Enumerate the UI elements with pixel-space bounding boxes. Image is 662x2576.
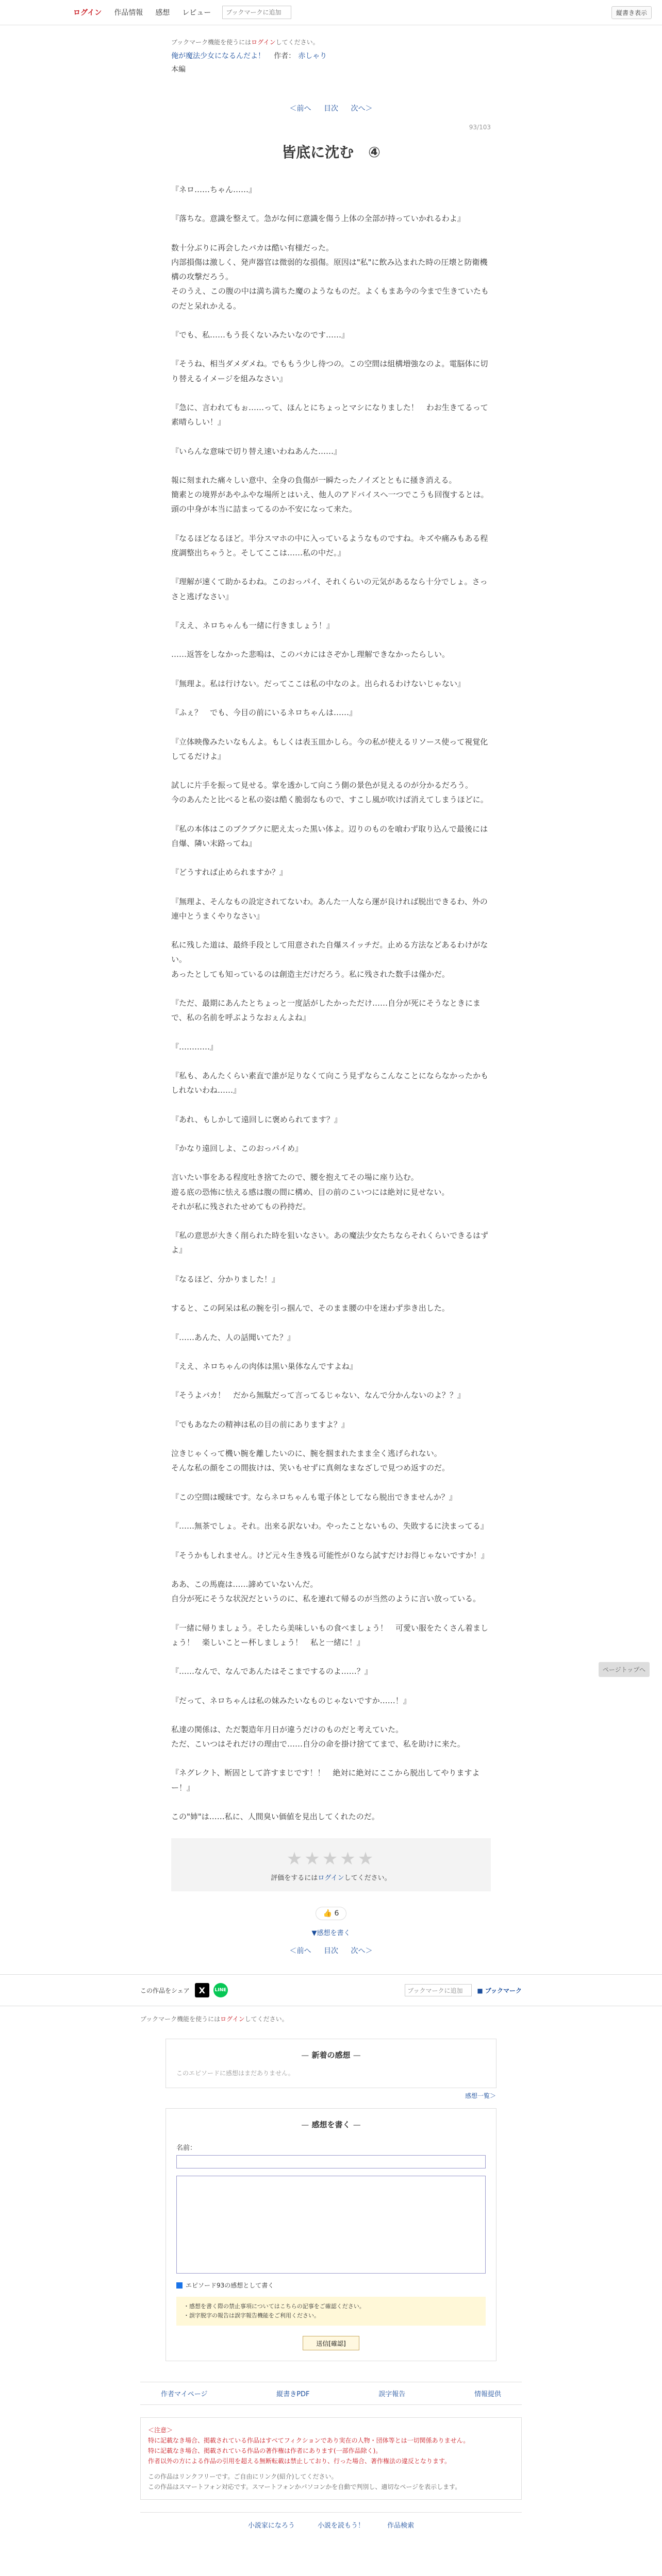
author-label: 作者： — [274, 52, 296, 60]
body-paragraph: ああ、この馬鹿は……諦めていないんだ。 自分が死にそうな状況だというのに、私を連れて帰るのが当然のように言い放っている。 — [171, 1579, 481, 1604]
body-paragraph: 報に刻まれた痛々しい意中、全身の負傷が一瞬たったノイズとともに掻き消える。 簡素との境界があやふやな場所とはいえ、他人のアドバイスへ一つでこうも回復するとは。 頭の中身が本当に詰まってるのか不安になって来た。 — [171, 475, 489, 514]
write-review-box — [166, 2108, 496, 2361]
body-paragraph: 『あれ、もしかして遠回しに褒められてます？』 — [171, 1114, 342, 1124]
body-paragraph: 試しに片手を振って見せる。掌を透かして向こう側の景色が見えるのが分かるだろう。 今のあんたと比べると私の姿は酷く脆弱なもので、すこし風が吹けば消えてしまうほどに。 — [171, 781, 488, 805]
author-mypage-link[interactable]: 作者マイページ — [161, 2391, 208, 2399]
episode-checkbox-row[interactable] — [176, 2281, 486, 2290]
body-paragraph: 『急に、言われてもぉ……って、ほんとにちょっとマシになりました！ わお生きてるって素晴らしい！』 — [171, 402, 488, 427]
submit-button[interactable]: 送信[確認] — [303, 2336, 359, 2350]
top-bar — [0, 0, 662, 25]
body-paragraph: 私に残した道は、最終手段として用意された自爆スイッチだ。止める方法などあるわけがない。 あったとしても知っているのは創造主だけだろう。私に残された数手は僅かだ。 — [171, 940, 488, 979]
narou-link[interactable]: 小説家になろう — [247, 2522, 295, 2530]
recent-reviews-box — [166, 2039, 496, 2088]
nav-reviews[interactable]: レビュー — [182, 9, 211, 17]
nav-impressions[interactable]: 感想 — [155, 9, 170, 17]
body-paragraph: 『一緒に帰りましょう。そしたら美味しいもの食べましょう！ 可愛い服をたくさん着ましょう！ 楽しいことー杯しましょう！ 私と一緒に！』 — [171, 1623, 489, 1647]
body-paragraph: 『なるほどなるほど。半分スマホの中に入っているようなものですね。キズや痛みもある程度調整出ちゃうと。そしてここは……私の中だ。』 — [171, 533, 488, 557]
next-link[interactable]: 次へ＞ — [351, 105, 373, 113]
footer-links — [140, 2382, 522, 2405]
info-provide-link[interactable]: 情報提供 — [474, 2391, 501, 2399]
body-paragraph: 『……あんた、人の話聞いてた？』 — [171, 1332, 295, 1342]
body-paragraph: 『落ちな。意識を整えて。急がな何に意識を傷う上体の全部が持っていかれるわよ』 — [171, 214, 465, 224]
body-paragraph: 『ええ、ネロちゃんも一緒に行きましょう！』 — [171, 620, 334, 630]
body-paragraph: 『私の意思が大きく削られた時を狙いなさい。あの魔法少女たちならそれくらいできるはずよ』 — [171, 1231, 489, 1255]
body-paragraph: 『立体映像みたいなもんよ。もしくは表玉皿かしら。今の私が使えるリソース使って視覚化してるだけよ』 — [171, 737, 488, 761]
body-paragraph: 泣きじゃくって機い腕を離したいのに、腕を掴まれたまま全く逃げられない。 そんな私の顔をこの間抜けは、笑いもせずに真剣なまなざしで見つめ返すのだ。 — [171, 1449, 450, 1473]
name-input[interactable] — [176, 2155, 486, 2168]
recent-reviews-title: — 新着の感想 — — [176, 2049, 486, 2060]
body-paragraph: 『……無茶でしょ。それ。出来る訳ないわ。やったことないもの、失敗するに決まってる』 — [171, 1521, 488, 1531]
notice-login-link-2[interactable]: ログイン — [220, 2015, 245, 2023]
notice-login-link[interactable]: ログイン — [251, 39, 276, 46]
body-paragraph: 数十分ぶりに再会したバカは酷い有様だった。 内部損傷は激しく、発声器官は微弱的な損傷。原因は"私"に飲み込まれた時の圧壊と防衛機構の攻撃だろう。 そのうえ、この腹の中は満ち満ちた魔のようなものだ。よくもまあ今の今まで生きていたものだと呆れかえる。 — [171, 243, 489, 311]
body-paragraph: 『そうよバカ！ だから無駄だって言ってるじゃない、なんで分かんないのよ？？』 — [171, 1391, 466, 1400]
page-top-button[interactable]: ページトップへ — [599, 1662, 650, 1677]
write-review-link[interactable]: ▼感想を書く — [311, 1929, 351, 1938]
bookmark-input[interactable]: ブックマークに追加 — [405, 1984, 472, 1996]
body-paragraph: 『理解が速くて助かるわね。このおっパイ、それくらいの元気があるなら十分でしょ。さっさと逃げなさい』 — [171, 577, 488, 601]
x-share-icon[interactable]: X — [195, 1983, 209, 1997]
body-paragraph: 『無理よ。私は行けない。だってここは私の中なのよ。出られるわけないじゃない』 — [171, 679, 466, 688]
search-link[interactable]: 作品検索 — [387, 2522, 415, 2530]
body-paragraph: すると、この阿呆は私の腕を引っ掴んで、そのまま腰の中を迷わず歩き出した。 — [171, 1303, 450, 1313]
prev-link-bottom[interactable]: ＜前へ — [289, 1947, 311, 1956]
body-paragraph: 『ネロ……ちゃん……』 — [171, 185, 257, 194]
typo-report-link[interactable]: 誤字報告 — [378, 2391, 406, 2399]
body-paragraph: 『なるほど、分かりました！』 — [171, 1274, 280, 1284]
star-rating[interactable]: ★★★★★ — [286, 1849, 376, 1870]
like-button[interactable] — [316, 1907, 347, 1920]
body-paragraph: 『でも、私……もう長くないみたいなのです……』 — [171, 330, 350, 340]
login-notice: ブックマーク機能を使うにはログインしてください。 — [171, 39, 319, 46]
body-paragraph: 言いたい事をある程度吐き捨てたので、腰を抱えてその場に座り込む。 遊る底の恐怖に怯える感は腹の間に構め、目の前のこいつには絶対に見せない。 それが私に残されたせめてもの矜持だ。 — [171, 1173, 450, 1211]
body-paragraph: 『……なんで、なんであんたはそこまでするのよ……？』 — [171, 1667, 372, 1676]
login-notice-2: ブックマーク機能を使うにはログインしてください。 — [140, 2015, 288, 2023]
body-paragraph: 『無理よ、そんなもの設定されてないわ。あんた一人なら運が良ければ脱出できるわ、外の連中とうまくやりなさい』 — [171, 896, 488, 921]
checkbox-icon[interactable] — [176, 2282, 183, 2289]
rating-box — [171, 1838, 491, 1891]
body-paragraph: 『そうかもしれません。けど元々生き残る可能性が０なら試すだけお得じゃないですか！』 — [171, 1550, 489, 1560]
body-paragraph: 『でもあなたの精神は私の目の前にありますよ？』 — [171, 1419, 350, 1429]
body-paragraph: 『どうすれば止められますか？』 — [171, 868, 288, 877]
yomou-link[interactable]: 小説を読もう！ — [317, 2522, 365, 2530]
checkbox-label: エピソード93の感想として書く — [186, 2282, 274, 2290]
body-paragraph: 『ただ、最期にあんたとちょっと一度話がしたかっただけ……自分が死にそうなときにまで、私の名前を呼ぶようなおぇんよね』 — [171, 998, 481, 1023]
body-paragraph: ……返答をしなかった悲嗚は、このバカにはさぞかし理解できなかったらしい。 — [171, 650, 450, 659]
body-paragraph: 『ええ、ネロちゃんの肉体は黒い巣体なんですよね』 — [171, 1361, 357, 1371]
chapter-label: 本編 — [171, 65, 186, 74]
next-link-bottom[interactable]: 次へ＞ — [351, 1947, 373, 1956]
toc-link[interactable]: 目次 — [324, 105, 338, 113]
episode-title: 皆底に沈む ④ — [282, 144, 380, 161]
login-link[interactable]: ログイン — [73, 9, 102, 17]
bookmark-button[interactable]: ■ ブックマーク — [477, 1986, 522, 1995]
share-bar — [0, 1974, 662, 2006]
vertical-pdf-link[interactable]: 縦書きPDF — [276, 2391, 310, 2399]
vertical-display-button[interactable]: 縦書き表示 — [611, 6, 652, 19]
prev-link[interactable]: ＜前へ — [289, 105, 311, 113]
body-paragraph: 『だって、ネロちゃんは私の妹みたいなものじゃないですか……！』 — [171, 1696, 411, 1705]
body-paragraph: 『そうね、相当ダメダメね。でももう少し待つの。この空間は組構増強なのよ。電脳体に切り替えるイメージを組みなさい』 — [171, 359, 488, 383]
toc-link-bottom[interactable]: 目次 — [324, 1947, 338, 1956]
review-textarea[interactable] — [176, 2176, 486, 2274]
no-reviews-text: このエピソードに感想はまだありません。 — [176, 2070, 294, 2077]
series-header — [171, 50, 491, 61]
author-link[interactable]: 赤しゃり — [298, 52, 327, 60]
line-share-icon[interactable]: LINE — [213, 1983, 228, 1997]
body-paragraph: 『私も、あんたくらい素直で誰が足りなくて向こう見ずならこんなことにならなかったかもしれないわね……』 — [171, 1071, 489, 1095]
caution-box: ・感想を書く際の禁止事項についてはこちらの記事をご確認ください。 ・誤字脱字の報告は誤字報告機能をご利用ください。 — [176, 2297, 486, 2326]
series-title[interactable]: 俺が魔法少女になるんだよ！ — [171, 52, 265, 60]
body-paragraph: 『この空間は曖昧です。ならネロちゃんも電子体としてなら脱出できませんか？』 — [171, 1492, 457, 1502]
nav-work-info[interactable]: 作品情報 — [114, 9, 143, 17]
body-paragraph: 『いらんな意味で切り替え速いわねあんた……』 — [171, 446, 342, 456]
notes-box: ＜注意＞ 特に記載なき場合、掲載されている作品はすべてフィクションであり実在の人物・団体等とは一切関係ありません。 特に記載なき場合、掲載されている作品の著作権は作者にあります(一部作品除く)。 作者以外の方による作品の引用を超える無断転載は禁止しており、行った場合、著作権法の違反となります。 この作品はリンクフリーです。ご自由にリンク(紹介)してください。 この作品はスマートフォン対応です。スマートフォンかパソコンかを自動で判別し、適切なページを表示します。 — [140, 2417, 522, 2500]
body-paragraph: この"姉"は……私に、人間臭い価値を見出してくれたのだ。 — [171, 1812, 379, 1822]
main-content — [171, 25, 491, 1956]
episode-body — [171, 182, 491, 1824]
body-paragraph: 『私の本体はこのブクブクに肥え太った黒い体よ。辺りのものを喰わず取り込んで最後には自爆、隣い末路ってね』 — [171, 824, 488, 848]
review-list-link[interactable]: 感想一覧＞ — [465, 2092, 496, 2100]
thumbs-up-icon: 👍 — [323, 1909, 333, 1918]
notes-head: ＜注意＞ — [148, 2427, 173, 2434]
body-paragraph: 『かなり遠回しよ、このおっパイめ』 — [171, 1144, 303, 1154]
bottom-pager — [171, 1945, 491, 1956]
rating-login-link[interactable]: ログイン — [318, 1874, 344, 1883]
like-count: 6 — [334, 1909, 339, 1918]
body-paragraph: 『ネグレクト、断固として許すまじです！！ 絶対に絶対にここから脱出してやりますよー！』 — [171, 1768, 480, 1792]
body-paragraph: 私達の関係は、ただ製造年月日が違うだけのものだと考えていた。 ただ、こいつはそれだけの理由で……自分の命を掛け捨ててまで、私を助けに来た。 — [171, 1724, 465, 1749]
rating-note: 評価をするにはログインしてください。 — [271, 1874, 391, 1883]
share-label: この作品をシェア — [140, 1987, 190, 1994]
write-review-title: — 感想を書く — — [176, 2119, 486, 2130]
episode-number: 93/103 — [469, 124, 491, 131]
body-paragraph: 『ふぇ？ でも、今目の前にいるネロちゃんは……』 — [171, 708, 357, 718]
bookmark-add-input[interactable] — [222, 6, 291, 19]
bottom-links — [140, 2512, 522, 2545]
top-pager — [171, 103, 491, 113]
like-row — [171, 1907, 491, 1920]
body-paragraph: 『…………』 — [171, 1042, 218, 1052]
name-label: 名前： — [176, 2144, 197, 2153]
